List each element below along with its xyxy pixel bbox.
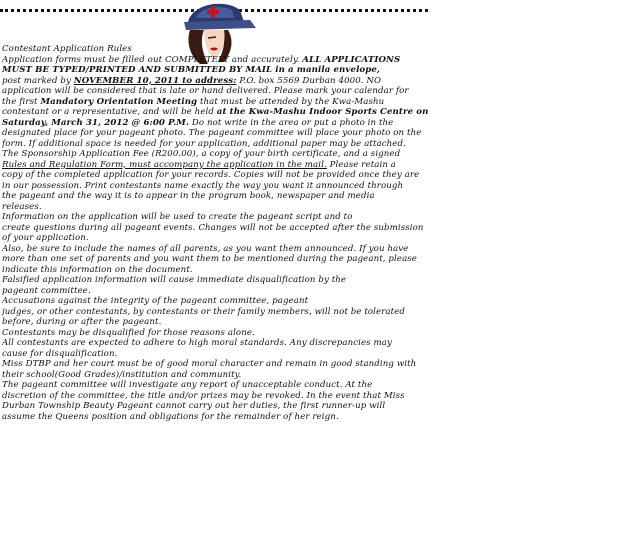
rules-line bbox=[2, 391, 640, 402]
rules-text-segment: discretion of the committee, the title and/or prizes may be revoked. In the event that Miss bbox=[2, 390, 405, 401]
rules-line bbox=[2, 55, 640, 66]
rules-text-segment: The Sponsorship Application Fee (R200.00), a copy of your birth certificate, and a signed bbox=[2, 149, 401, 159]
rules-text-segment: their school(Good Grades)/institution and community. bbox=[2, 369, 242, 380]
rules-text-segment: of your application. bbox=[2, 233, 89, 243]
rules-text-segment: application will be considered that is late or hand delivered. Please mark your calendar for bbox=[2, 86, 409, 96]
rules-line bbox=[2, 254, 640, 265]
rules-line bbox=[2, 181, 640, 192]
rules-text-segment: Durban Township Beauty Pageant cannot carry out her duties, the first runner-up will bbox=[2, 401, 386, 411]
cap-cross-horizontal bbox=[207, 10, 219, 14]
rules-line bbox=[2, 338, 640, 349]
rules-title bbox=[2, 44, 640, 55]
rules-line bbox=[2, 202, 640, 213]
rules-text-segment: at the Kwa-Mashu Indoor Sports Centre on bbox=[216, 107, 429, 117]
rules-text-segment: Contestant Application Rules bbox=[2, 44, 132, 54]
rules-line bbox=[2, 139, 640, 150]
rules-text-segment: MUST BE TYPED/PRINTED AND SUBMITTED BY MAIL in a manila envelope, bbox=[2, 65, 381, 75]
rules-text-segment: P.O. box 5569 Durban 4000. NO bbox=[236, 75, 382, 86]
rules-text-segment: NOVEMBER 10, 2011 to address: bbox=[73, 75, 237, 86]
rules-line bbox=[2, 170, 640, 181]
rules-line bbox=[2, 275, 640, 286]
rules-line bbox=[2, 328, 640, 339]
application-rules-text bbox=[2, 44, 640, 556]
rules-text-segment: judges, or other contestants, by contestants or their family members, will not be tolerated bbox=[2, 306, 405, 317]
rules-text-segment: that must be attended by the Kwa-Mashu bbox=[197, 96, 385, 107]
rules-line bbox=[2, 286, 640, 297]
rules-text-segment: Miss DTBP and her court must be of good moral character and remain in good standing with bbox=[2, 359, 417, 369]
rules-line bbox=[2, 76, 640, 87]
rules-text-segment: The pageant committee will investigate any report of unacceptable conduct. At the bbox=[2, 380, 373, 390]
rules-line bbox=[2, 307, 640, 318]
rules-text-segment: in our possession. Print contestants name exactly the way you want it announced through bbox=[2, 180, 404, 191]
rules-text-segment: Information on the application will be used to create the pageant script and to bbox=[2, 212, 353, 222]
rules-line bbox=[2, 244, 640, 255]
rules-line bbox=[2, 265, 640, 276]
rules-text-segment: post marked by bbox=[2, 75, 74, 86]
rules-text-segment: assume the Queens position and obligations for the remainder of her reign. bbox=[2, 411, 339, 422]
rules-text-segment: Do not write in the area or put a photo in the bbox=[189, 117, 394, 128]
rules-line bbox=[2, 412, 640, 423]
rules-line bbox=[2, 160, 640, 171]
rules-text-segment: more than one set of parents and you want them to be mentioned during the pageant, please bbox=[2, 254, 417, 264]
rules-line bbox=[2, 118, 640, 129]
rules-line bbox=[2, 191, 640, 202]
rules-line bbox=[2, 223, 640, 234]
eye bbox=[208, 37, 216, 38]
rules-text-segment: ALL APPLICATIONS bbox=[302, 54, 401, 65]
rules-line bbox=[2, 380, 640, 391]
rules-text-segment: copy of the completed application for your records. Copies will not be provided once they are bbox=[2, 170, 420, 180]
rules-line bbox=[2, 349, 640, 360]
rules-line bbox=[2, 212, 640, 223]
rules-text-segment: create questions during all pageant events. Changes will not be accepted after the submission bbox=[2, 222, 424, 233]
rules-line bbox=[2, 97, 640, 108]
rules-text-segment: Contestants may be disqualified for those reasons alone. bbox=[2, 327, 255, 338]
rules-text-segment: the pageant and the way it is to appear in the program book, newspaper and media bbox=[2, 191, 375, 201]
rules-text-segment: the first bbox=[2, 96, 41, 107]
rules-line bbox=[2, 401, 640, 412]
rules-text-segment: Falsified application information will cause immediate disqualification by the bbox=[2, 275, 347, 285]
rules-text-segment: indicate this information on the document. bbox=[2, 264, 193, 275]
rules-line bbox=[2, 65, 640, 76]
rules-text-segment: before, during or after the pageant. bbox=[2, 317, 162, 327]
rules-line bbox=[2, 86, 640, 97]
rules-text-segment: pageant committee. bbox=[2, 285, 91, 296]
rules-text-segment: Application forms must be filled out COMPLETELY and accurately. bbox=[2, 54, 303, 65]
rules-line bbox=[2, 370, 640, 381]
rules-text-segment: Please retain a bbox=[326, 159, 397, 170]
rules-line bbox=[2, 296, 640, 307]
rules-text-segment: Also, be sure to include the names of all parents, as you want them announced. If you have bbox=[2, 243, 409, 254]
rules-text-segment: cause for disqualification. bbox=[2, 348, 118, 359]
rules-text-segment: releases. bbox=[2, 201, 42, 212]
rules-line bbox=[2, 233, 640, 244]
rules-text-segment: Rules and Regulation Form, must accompany the application in the mail. bbox=[2, 159, 327, 170]
rules-line bbox=[2, 359, 640, 370]
rules-text-segment: Mandatory Orientation Meeting bbox=[40, 96, 198, 107]
rules-text-segment: designated place for your pageant photo. The pageant committee will place your photo on the bbox=[2, 128, 422, 138]
rules-text-segment: Accusations against the integrity of the pageant committee, pageant bbox=[2, 296, 309, 306]
rules-line bbox=[2, 107, 640, 118]
rules-line bbox=[2, 317, 640, 328]
rules-text-segment: contestant or a representative, and will be held bbox=[2, 107, 217, 117]
rules-line bbox=[2, 128, 640, 139]
rules-text-segment: form. If additional space is needed for your application, additional paper may be attached. bbox=[2, 138, 406, 149]
rules-text-segment: All contestants are expected to adhere to high moral standards. Any discrepancies may bbox=[2, 338, 392, 348]
rules-line bbox=[2, 149, 640, 160]
rules-text-segment: Saturday, March 31, 2012 @ 6:00 P.M. bbox=[2, 117, 190, 128]
